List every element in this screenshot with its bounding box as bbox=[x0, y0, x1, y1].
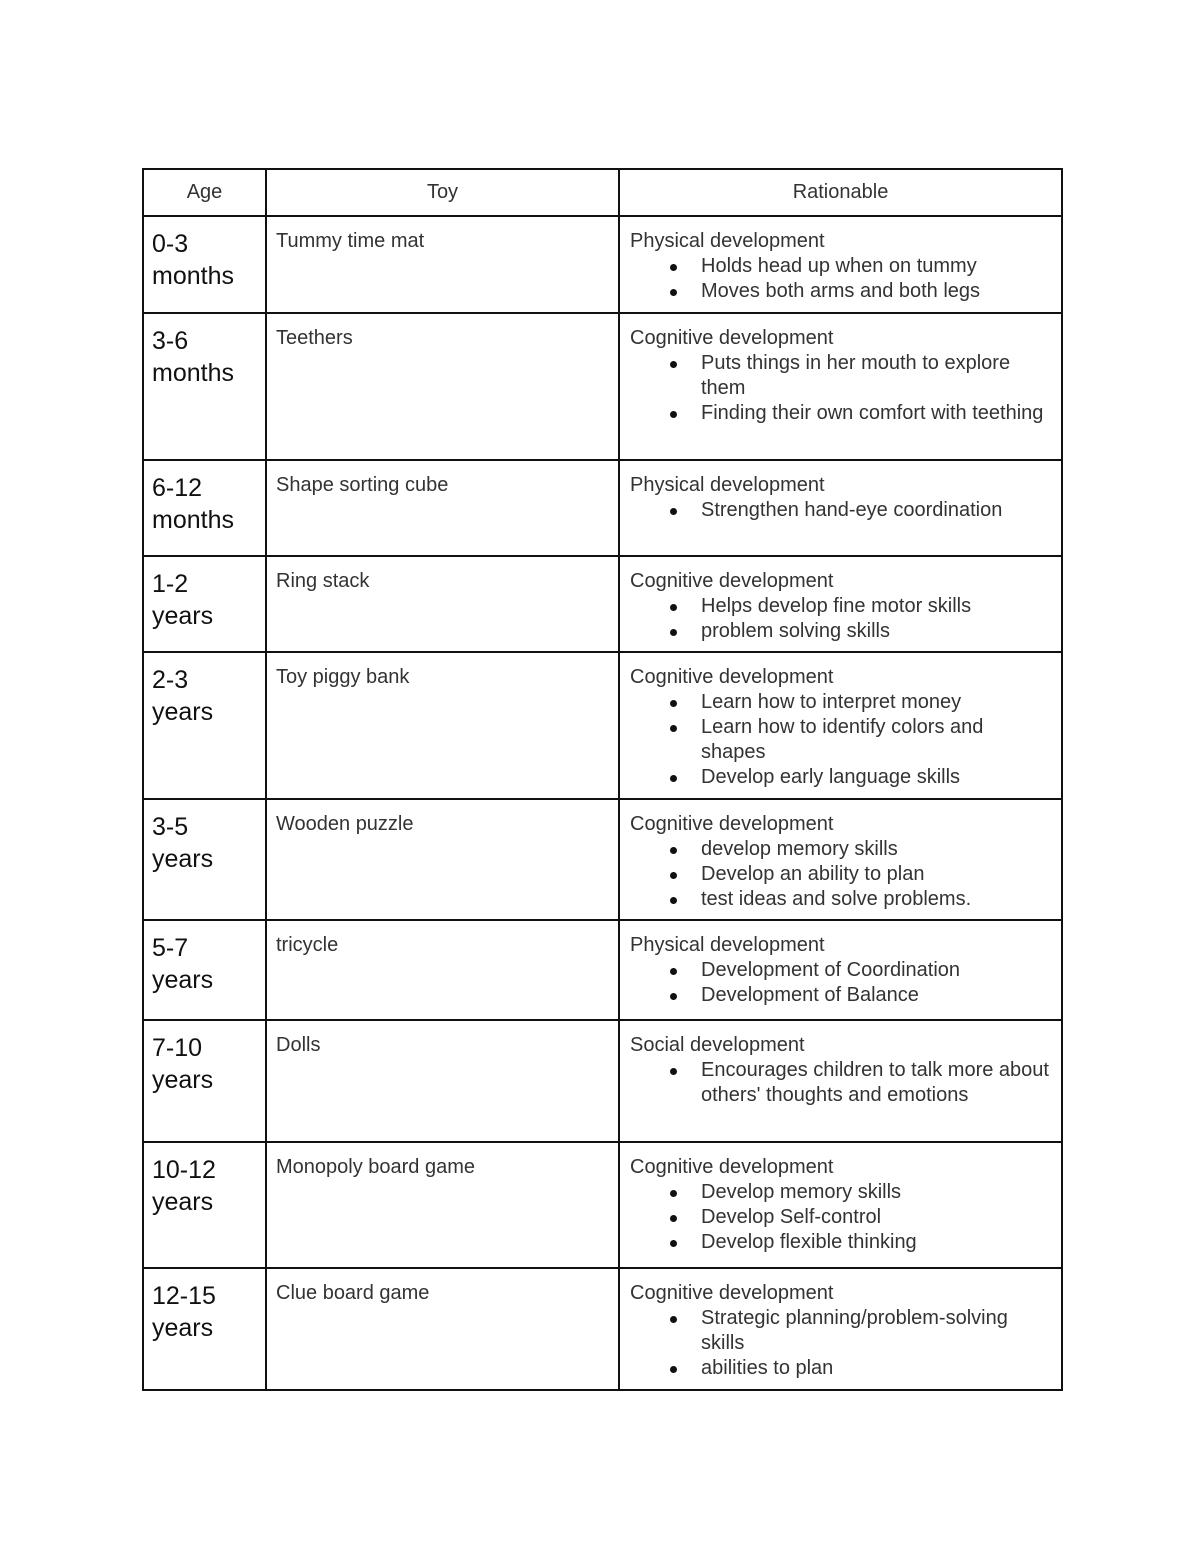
toy-cell: Teethers bbox=[266, 313, 619, 460]
age-cell bbox=[143, 652, 266, 799]
table-body bbox=[143, 216, 1062, 1390]
rationale-cell bbox=[619, 216, 1062, 313]
toy-cell: Wooden puzzle bbox=[266, 799, 619, 920]
age-cell bbox=[143, 460, 266, 556]
age-text: 10-12 bbox=[152, 1156, 216, 1184]
rationale-list bbox=[630, 1058, 1053, 1108]
rationale-cell bbox=[619, 1268, 1062, 1390]
table-row bbox=[143, 799, 1062, 920]
table-row bbox=[143, 1142, 1062, 1268]
rationale-cell bbox=[619, 460, 1062, 556]
rationale-item: Development of Balance bbox=[701, 983, 1053, 1008]
header-toy: Toy bbox=[266, 169, 619, 216]
age-text: months bbox=[152, 506, 234, 534]
age-cell bbox=[143, 1020, 266, 1142]
development-category: Cognitive development bbox=[630, 813, 834, 835]
age-text: years bbox=[152, 1066, 214, 1094]
rationale-item: test ideas and solve problems. bbox=[701, 887, 1053, 912]
rationale-list bbox=[630, 837, 1053, 912]
rationale-item: Develop an ability to plan bbox=[701, 862, 1053, 887]
toy-cell: Monopoly board game bbox=[266, 1142, 619, 1268]
toy-cell: Tummy time mat bbox=[266, 216, 619, 313]
development-category: Physical development bbox=[630, 474, 825, 496]
development-category: Cognitive development bbox=[630, 666, 834, 688]
rationale-item: Finding their own comfort with teething bbox=[701, 401, 1053, 426]
rationale-list bbox=[630, 958, 1053, 1008]
rationale-cell bbox=[619, 799, 1062, 920]
age-text: months bbox=[152, 262, 234, 290]
table-row bbox=[143, 920, 1062, 1020]
rationale-item: Encourages children to talk more about others' thoughts and emotions bbox=[701, 1058, 1053, 1108]
development-category: Physical development bbox=[630, 934, 825, 956]
rationale-cell bbox=[619, 920, 1062, 1020]
rationale-item: Strategic planning/problem-solving skills bbox=[701, 1306, 1053, 1356]
table-header-row bbox=[143, 169, 1062, 216]
age-cell bbox=[143, 1142, 266, 1268]
header-rationable: Rationable bbox=[619, 169, 1062, 216]
rationale-list bbox=[630, 351, 1053, 426]
table-row bbox=[143, 556, 1062, 652]
rationale-item: Helps develop fine motor skills bbox=[701, 594, 1053, 619]
toy-cell: Toy piggy bank bbox=[266, 652, 619, 799]
age-text: 3-5 bbox=[152, 813, 189, 841]
age-text: 12-15 bbox=[152, 1282, 216, 1310]
rationale-list bbox=[630, 254, 1053, 304]
rationale-list bbox=[630, 1306, 1053, 1381]
age-cell bbox=[143, 313, 266, 460]
age-text: years bbox=[152, 602, 214, 630]
rationale-list bbox=[630, 594, 1053, 644]
rationale-item: develop memory skills bbox=[701, 837, 1053, 862]
development-category: Cognitive development bbox=[630, 1282, 834, 1304]
rationale-item: Develop Self-control bbox=[701, 1205, 1053, 1230]
table-row bbox=[143, 216, 1062, 313]
rationale-cell bbox=[619, 1142, 1062, 1268]
rationale-item: Development of Coordination bbox=[701, 958, 1053, 983]
age-text: months bbox=[152, 359, 234, 387]
age-text: 6-12 bbox=[152, 474, 203, 502]
rationale-item: Moves both arms and both legs bbox=[701, 279, 1053, 304]
table-row bbox=[143, 460, 1062, 556]
toy-cell: tricycle bbox=[266, 920, 619, 1020]
development-category: Cognitive development bbox=[630, 570, 834, 592]
rationale-item: abilities to plan bbox=[701, 1356, 1053, 1381]
age-cell bbox=[143, 556, 266, 652]
table-row bbox=[143, 652, 1062, 799]
rationale-item: Learn how to identify colors and shapes bbox=[701, 715, 1053, 765]
age-text: 2-3 bbox=[152, 666, 189, 694]
age-cell bbox=[143, 1268, 266, 1390]
header-age: Age bbox=[143, 169, 266, 216]
age-text: 7-10 bbox=[152, 1034, 203, 1062]
age-cell bbox=[143, 920, 266, 1020]
rationale-item: Develop memory skills bbox=[701, 1180, 1053, 1205]
toy-cell: Dolls bbox=[266, 1020, 619, 1142]
toy-cell: Shape sorting cube bbox=[266, 460, 619, 556]
rationale-cell bbox=[619, 652, 1062, 799]
table-row bbox=[143, 1268, 1062, 1390]
table-row bbox=[143, 1020, 1062, 1142]
age-text: years bbox=[152, 1188, 214, 1216]
rationale-item: Learn how to interpret money bbox=[701, 690, 1053, 715]
age-text: years bbox=[152, 698, 214, 726]
rationale-item: problem solving skills bbox=[701, 619, 1053, 644]
rationale-item: Strengthen hand-eye coordination bbox=[701, 498, 1053, 523]
development-category: Cognitive development bbox=[630, 1156, 834, 1178]
rationale-item: Holds head up when on tummy bbox=[701, 254, 1053, 279]
age-text: 3-6 bbox=[152, 327, 189, 355]
development-category: Physical development bbox=[630, 230, 825, 252]
toy-cell: Clue board game bbox=[266, 1268, 619, 1390]
toy-age-table bbox=[142, 168, 1063, 1391]
age-text: years bbox=[152, 1314, 214, 1342]
table-row bbox=[143, 313, 1062, 460]
toy-cell: Ring stack bbox=[266, 556, 619, 652]
rationale-item: Puts things in her mouth to explore them bbox=[701, 351, 1053, 401]
age-cell bbox=[143, 216, 266, 313]
age-text: years bbox=[152, 845, 214, 873]
rationale-list bbox=[630, 498, 1053, 523]
rationale-item: Develop early language skills bbox=[701, 765, 1053, 790]
age-text: years bbox=[152, 966, 214, 994]
age-cell bbox=[143, 799, 266, 920]
rationale-list bbox=[630, 690, 1053, 790]
development-category: Social development bbox=[630, 1034, 805, 1056]
age-text: 0-3 bbox=[152, 230, 189, 258]
age-text: 1-2 bbox=[152, 570, 189, 598]
age-text: 5-7 bbox=[152, 934, 189, 962]
rationale-item: Develop flexible thinking bbox=[701, 1230, 1053, 1255]
rationale-list bbox=[630, 1180, 1053, 1255]
development-category: Cognitive development bbox=[630, 327, 834, 349]
rationale-cell bbox=[619, 556, 1062, 652]
rationale-cell bbox=[619, 313, 1062, 460]
rationale-cell bbox=[619, 1020, 1062, 1142]
